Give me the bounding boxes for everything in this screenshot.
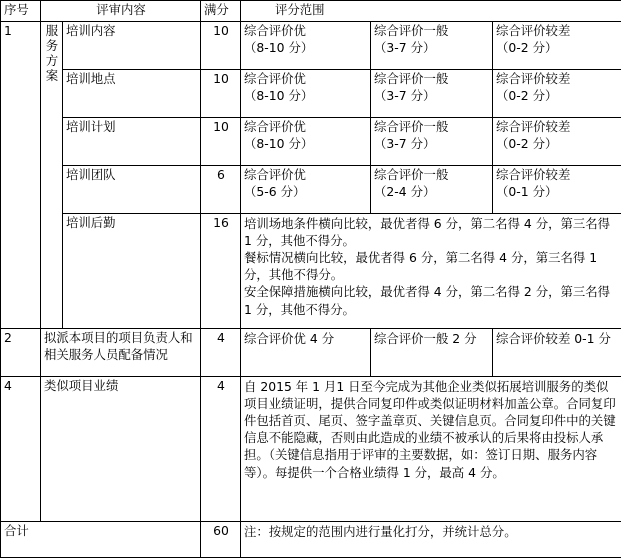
range-label: 综合评价优: [244, 71, 368, 88]
table-row: [1, 118, 621, 166]
criterion-name-training-content: 培训内容: [63, 22, 201, 70]
table-row: [1, 214, 621, 329]
range-label: 综合评价一般: [374, 167, 490, 184]
header-full-score: 满分: [201, 1, 241, 22]
range-poor: [493, 166, 621, 214]
range-points: （3-7 分）: [374, 40, 490, 57]
range-excellent: 综合评价优 4 分: [241, 329, 371, 377]
total-score: 60: [201, 522, 241, 558]
range-points: （3-7 分）: [374, 88, 490, 105]
range-label: 综合评价一般: [374, 23, 490, 40]
criterion-score-project-manager-staffing: 4: [201, 329, 241, 377]
group-index-4: 4: [1, 377, 41, 522]
range-label: 综合评价较差: [496, 167, 619, 184]
table-row-total: [1, 522, 621, 558]
logistics-criteria-detail: [241, 214, 621, 329]
range-label: 综合评价一般: [374, 71, 490, 88]
similar-project-performance-detail: 自 2015 年 1 月1 日至今完成为其他企业类似拓展培训服务的类似项目业绩证明，提供合同复印件或类似证明材料加盖公章。合同复印件包括首页、尾页、签字盖章页、关键信息页。合同复印件中的关键信息不能隐藏，否则由此造成的业绩不被承认的后果将由投标人承担。（关键信息指用于评审的主要数据，如：签订日期、服务内容等）。每提供一个合格业绩得 1 分，最高 4 分。: [241, 377, 621, 522]
category-char: 案: [44, 68, 60, 83]
criterion-name-training-team: 培训团队: [63, 166, 201, 214]
range-poor: [493, 118, 621, 166]
range-label: 综合评价较差: [496, 119, 619, 136]
logistics-para-venue: 培训场地条件横向比较，最优者得 6 分，第二名得 4 分，第三名得 1 分，其他不得分。: [244, 215, 619, 249]
range-average: 综合评价一般 2 分: [371, 329, 493, 377]
range-label: 综合评价优: [244, 119, 368, 136]
range-label: 综合评价较差: [496, 71, 619, 88]
range-label: 综合评价优: [244, 23, 368, 40]
criterion-score-training-team: 6: [201, 166, 241, 214]
range-points: （8-10 分）: [244, 136, 368, 153]
table-row: [1, 329, 621, 377]
criterion-name-training-location: 培训地点: [63, 70, 201, 118]
category-char: 服: [44, 23, 60, 38]
range-points: （0-2 分）: [496, 40, 619, 57]
header-content: 评审内容: [41, 1, 201, 22]
category-char: 务: [44, 38, 60, 53]
range-label: 综合评价较差: [496, 23, 619, 40]
range-average: [371, 70, 493, 118]
range-points: （0-1 分）: [496, 184, 619, 201]
range-average: [371, 22, 493, 70]
category-char: 方: [44, 53, 60, 68]
range-poor: 综合评价较差 0-1 分: [493, 329, 621, 377]
range-points: （3-7 分）: [374, 136, 490, 153]
range-poor: [493, 70, 621, 118]
range-points: （8-10 分）: [244, 88, 368, 105]
range-points: （2-4 分）: [374, 184, 490, 201]
range-excellent: [241, 22, 371, 70]
criterion-score-similar-project-performance: 4: [201, 377, 241, 522]
table-row: [1, 377, 621, 522]
criterion-score-training-content: 10: [201, 22, 241, 70]
range-label: 综合评价优: [244, 167, 368, 184]
total-label: 合计: [1, 522, 201, 558]
criterion-name-similar-project-performance: 类似项目业绩: [41, 377, 201, 522]
group-category-service-plan: [41, 22, 63, 329]
header-index: 序号: [1, 1, 41, 22]
header-score-range: 评分范围: [241, 1, 621, 22]
table-row: [1, 166, 621, 214]
total-note: 注：按规定的范围内进行量化打分，并统计总分。: [241, 522, 621, 558]
table-header-row: [1, 1, 621, 22]
group-index-2: 2: [1, 329, 41, 377]
range-points: （5-6 分）: [244, 184, 368, 201]
range-excellent: [241, 166, 371, 214]
range-points: （0-2 分）: [496, 136, 619, 153]
criterion-score-training-logistics: 16: [201, 214, 241, 329]
logistics-para-meal: 餐标情况横向比较，最优者得 6 分，第二名得 4 分，第三名得 1 分，其他不得分。: [244, 249, 619, 283]
range-average: [371, 118, 493, 166]
criterion-name-training-logistics: 培训后勤: [63, 214, 201, 329]
range-points: （8-10 分）: [244, 40, 368, 57]
criterion-score-training-plan: 10: [201, 118, 241, 166]
range-excellent: [241, 70, 371, 118]
criterion-score-training-location: 10: [201, 70, 241, 118]
group-index-1: 1: [1, 22, 41, 329]
range-poor: [493, 22, 621, 70]
range-points: （0-2 分）: [496, 88, 619, 105]
criterion-name-project-manager-staffing: 拟派本项目的项目负责人和相关服务人员配备情况: [41, 329, 201, 377]
range-average: [371, 166, 493, 214]
criterion-name-training-plan: 培训计划: [63, 118, 201, 166]
table-row: [1, 22, 621, 70]
range-excellent: [241, 118, 371, 166]
table-row: [1, 70, 621, 118]
range-label: 综合评价一般: [374, 119, 490, 136]
logistics-para-safety: 安全保障措施横向比较，最优者得 4 分，第二名得 2 分，第三名得 1 分，其他不得分。: [244, 283, 619, 317]
